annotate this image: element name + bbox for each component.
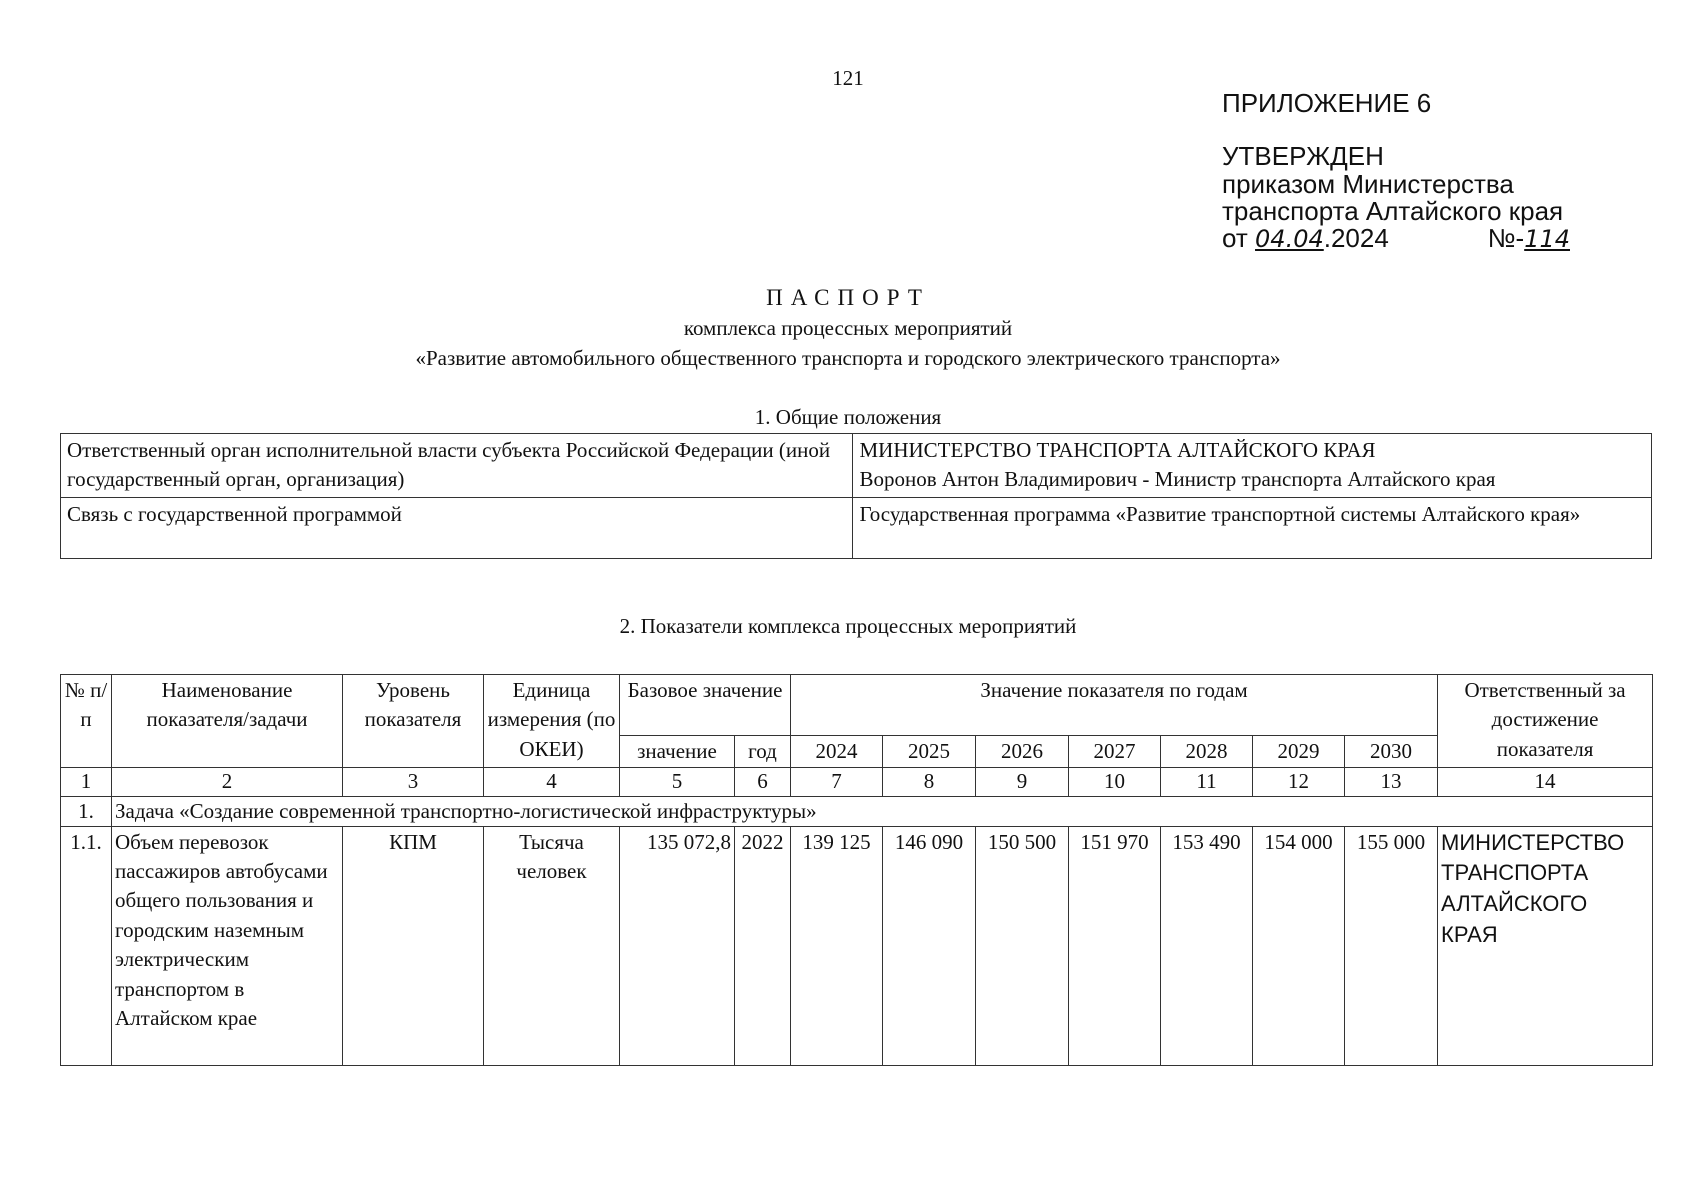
base-year: 2022	[735, 826, 791, 1065]
number-handwritten: 114	[1524, 225, 1570, 254]
minister-name: Воронов Антон Владимирович - Министр транспорта Алтайского края	[859, 467, 1496, 492]
value-2027: 151 970	[1069, 826, 1161, 1065]
page-number: 121	[832, 66, 864, 90]
table-row	[61, 826, 1653, 1065]
approved-label: УТВЕРЖДЕН	[1222, 141, 1384, 172]
value-2028: 153 490	[1161, 826, 1253, 1065]
responsible-body-label: Ответственный орган исполнительной власти субъекта Российской Федерации (иной государственный орган, организация)	[61, 434, 853, 498]
date-year: .2024	[1323, 223, 1389, 254]
header-base-year: год	[735, 736, 791, 768]
column-number: 6	[735, 768, 791, 797]
header-year-2029: 2029	[1253, 736, 1345, 768]
responsible-organization: МИНИСТЕРСТВО ТРАНСПОРТА АЛТАЙСКОГО КРАЯ	[1438, 826, 1653, 1065]
approval-date-line	[1222, 225, 1570, 252]
header-responsible: Ответственный за достижение показателя	[1438, 675, 1653, 768]
column-numbers-row	[61, 768, 1653, 797]
column-number: 14	[1438, 768, 1653, 797]
approval-line-1: приказом Министерства	[1222, 168, 1514, 199]
column-number: 4	[484, 768, 620, 797]
header-year-2025: 2025	[883, 736, 976, 768]
header-year-2026: 2026	[976, 736, 1069, 768]
section-1-title: 1. Общие положения	[754, 405, 942, 429]
column-number: 8	[883, 768, 976, 797]
appendix-label: ПРИЛОЖЕНИЕ 6	[1222, 88, 1432, 118]
header-year-2027: 2027	[1069, 736, 1161, 768]
approval-date	[1222, 225, 1389, 252]
column-number: 13	[1345, 768, 1438, 797]
value-2030: 155 000	[1345, 826, 1438, 1065]
passport-heading: ПАСПОРТ	[766, 285, 930, 310]
passport-name: «Развитие автомобильного общественного транспорта и городского электрического транспорта»	[415, 345, 1281, 370]
task-text: Задача «Создание современной транспортно-логистической инфраструктуры»	[112, 797, 1653, 826]
value-2025: 146 090	[883, 826, 976, 1065]
header-unit: Единица измерения (по ОКЕИ)	[484, 675, 620, 768]
column-number: 10	[1069, 768, 1161, 797]
column-number: 3	[343, 768, 484, 797]
column-number: 11	[1161, 768, 1253, 797]
value-2024: 139 125	[791, 826, 883, 1065]
header-by-years: Значение показателя по годам	[791, 675, 1438, 736]
passport-subtitle: комплекса процессных мероприятий	[683, 316, 1013, 341]
column-number: 7	[791, 768, 883, 797]
value-2029: 154 000	[1253, 826, 1345, 1065]
indicator-name: Объем перевозок пассажиров автобусами общего пользования и городским наземным электрическим транспортом в Алтайском крае	[112, 826, 343, 1065]
column-number: 2	[112, 768, 343, 797]
header-base-value: значение	[620, 736, 735, 768]
task-row	[61, 797, 1653, 826]
header-row	[61, 675, 1653, 736]
indicator-unit: Тысяча человек	[484, 826, 620, 1065]
approval-number	[1488, 225, 1570, 252]
column-number: 5	[620, 768, 735, 797]
program-link-label: Связь с государственной программой	[61, 497, 853, 558]
task-number: 1.	[61, 797, 112, 826]
document-title	[0, 282, 1696, 373]
header-year-2030: 2030	[1345, 736, 1438, 768]
responsible-body-value	[853, 434, 1652, 498]
column-number: 1	[61, 768, 112, 797]
date-prefix: от	[1222, 223, 1248, 254]
indicator-level: КПМ	[343, 826, 484, 1065]
column-number: 9	[976, 768, 1069, 797]
base-value: 135 072,8	[620, 826, 735, 1065]
ministry-name: МИНИСТЕРСТВО ТРАНСПОРТА АЛТАЙСКОГО КРАЯ	[859, 438, 1376, 462]
general-provisions-table	[60, 433, 1652, 559]
approval-line-2: транспорта Алтайского края	[1222, 195, 1564, 226]
program-link-value: Государственная программа «Развитие транспортной системы Алтайского края»	[853, 497, 1652, 558]
date-handwritten: 04.04	[1255, 225, 1324, 254]
number-prefix: №-	[1487, 223, 1525, 254]
section-2-title: 2. Показатели комплекса процессных мероприятий	[619, 614, 1077, 638]
header-year-2024: 2024	[791, 736, 883, 768]
table-row	[61, 434, 1652, 498]
row-number: 1.1.	[61, 826, 112, 1065]
table-row	[61, 497, 1652, 558]
header-level: Уровень показателя	[343, 675, 484, 768]
header-base: Базовое значение	[620, 675, 791, 736]
column-number: 12	[1253, 768, 1345, 797]
header-year-2028: 2028	[1161, 736, 1253, 768]
approval-stamp-block	[1222, 90, 1570, 252]
indicators-table	[60, 674, 1653, 1066]
header-num: № п/п	[61, 675, 112, 768]
value-2026: 150 500	[976, 826, 1069, 1065]
header-name: Наименование показателя/задачи	[112, 675, 343, 768]
